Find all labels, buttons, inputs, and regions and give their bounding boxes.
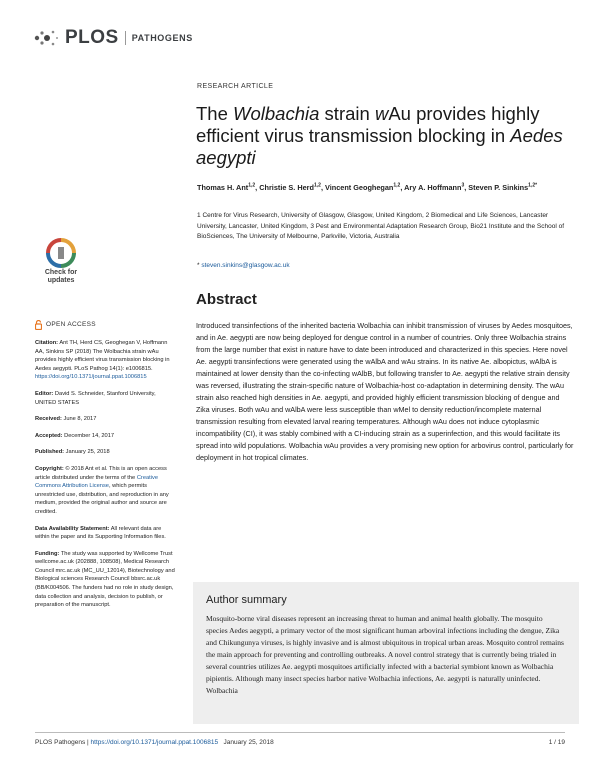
copyright-block: Copyright: © 2018 Ant et al. This is an open access article distributed under the terms of the Creative Commons Attribution License, which permits unrestricted use, distribution, and reproduction in any medium, provided the original author and source are credited. — [35, 465, 169, 515]
author-summary-box — [193, 582, 579, 724]
footer-doi-link[interactable]: https://doi.org/10.1371/journal.ppat.1006815 — [90, 739, 219, 746]
accepted-block: Accepted: December 14, 2017 — [35, 432, 115, 439]
check-updates-icon — [44, 238, 78, 268]
footer-divider — [35, 732, 565, 733]
open-lock-icon — [35, 320, 42, 330]
citation-block: Citation: Ant TH, Herd CS, Geoghegan V, Hoffmann AA, Sinkins SP (2018) The Wolbachia strain wAu provides highly efficient virus transmission blocking in Aedes aegypti. PLoS Pathog 14(1): e1006815. https://doi.org/10.1371/journal.ppat.1006815 — [35, 340, 170, 381]
funding-block: Funding: The study was supported by Wellcome Trust wellcome.ac.uk (202888, 108508), Medical Research Council mrc.ac.uk (MC_UU_12014), Biotechnology and Biological sciences Research Council bbsrc.ac.uk (BB/K004506. The funders had no role in study design, data collection and analysis, decision to publish, or preparation of the manuscript. — [35, 550, 175, 609]
check-updates-label: Check for updates — [44, 269, 78, 284]
abstract-text: Introduced transinfections of the inherited bacteria Wolbachia can inhibit transmission of viruses by Aedes mosquitoes, and in Ae. aegypti are now being deployed for dengue control in a number of countries. Only three Wolbachia strains from the large number that exist in nature have to date been introduced and characterized in this species. Here novel Ae. aegypti transinfections were generated using the wAlbA and wAu strains. In its native Ae. albopictus, wAlbA is maintained at lower density than the co-infecting wAlbB, but following transfer to Ae. aegypti the relative strain density was reversed, illustrating the strain-specific nature of Wolbachia-host co-adaptation in determining density. The wAu strain also reached high densities in Ae. aegypti, and provided highly efficient transmission blocking of dengue and Zika viruses. Both wAu and wAlbA were less susceptible than wMel to density reduction/incomplete maternal transmission resulting from elevated larval rearing temperatures. Although wAu does not induce cytoplasmic incompatibility (CI), it was stably combined with a CI-inducing strain as a superinfection, and this would facilitate its spread into wild populations. Wolbachia wAu provides a very promising new option for arbovirus control, particularly for deployment in hot tropical climates. — [196, 321, 574, 462]
author[interactable]: Christie S. Herd$^{1,2}$ — [259, 182, 321, 192]
author[interactable]: Vincent Geoghegan$^{1,2}$ — [325, 182, 401, 192]
editor-block: Editor: David S. Schneider, Stanford University, UNITED STATES — [35, 390, 156, 406]
plos-logo[interactable] — [33, 27, 193, 49]
author[interactable]: Steven P. Sinkins$^{1,2*}$ — [468, 182, 538, 192]
data-availability-block: Data Availability Statement: All relevant data are within the paper and its Supporting Information files. — [35, 525, 166, 541]
license-link[interactable]: Creative Commons Attribution License — [35, 474, 158, 490]
open-access-badge: OPEN ACCESS — [35, 320, 175, 330]
page-number: 1 / 19 — [548, 739, 565, 746]
article-title: The Wolbachia strain wAu provides highly efficient virus transmission blocking in Aedes aegypti — [196, 103, 563, 168]
plos-dots-icon — [33, 28, 61, 48]
author[interactable]: Thomas H. Ant$^{1,2}$ — [197, 182, 256, 192]
logo-divider — [125, 31, 126, 45]
abstract-heading: Abstract — [196, 291, 257, 308]
citation-doi-link[interactable]: https://doi.org/10.1371/journal.ppat.1006815 — [35, 374, 147, 381]
article-type: RESEARCH ARTICLE — [197, 83, 274, 90]
received-block: Received: June 8, 2017 — [35, 416, 97, 423]
author[interactable]: Ary A. Hoffmann$^3$ — [404, 182, 465, 192]
author-summary-heading: Author summary — [206, 594, 287, 606]
check-for-updates-badge[interactable] — [35, 238, 87, 293]
published-block: Published: January 25, 2018 — [35, 449, 110, 456]
journal-name: PATHOGENS — [131, 33, 193, 43]
article-sidebar — [35, 320, 175, 618]
footer-citation: PLOS Pathogens | https://doi.org/10.1371/journal.ppat.1006815 January 25, 2018 — [35, 739, 274, 746]
page-footer — [35, 739, 565, 746]
logo-text: PLOS — [65, 27, 119, 48]
author-list: Thomas H. Ant$^{1,2}$, Christie S. Herd$^{1,2}$, Vincent Geoghegan$^{1,2}$, Ary A. Hoffmann$^3$, Steven P. Sinkins$^{1,2*}$ — [197, 182, 538, 192]
corresponding-email[interactable]: * steven.sinkins@glasgow.ac.uk — [197, 262, 290, 269]
affiliations: 1 Centre for Virus Research, University of Glasgow, Glasgow, United Kingdom, 2 Biomedical and Life Sciences, Lancaster University, Lancaster, United Kingdom, 3 Pest and Environmental Adaptation Research Group, Bio21 Institute and the School of BioSciences, The University of Melbourne, Parkville, Victoria, Australia — [197, 212, 565, 240]
author-summary-text: Mosquito-borne viral diseases represent an increasing threat to human and animal health globally. The mosquito species Aedes aegypti, a primary vector of the most significant human arboviral infections including the dengue, Zika and Chikungunya viruses, is highly invasive and is almost ubiquitous in tropical urban areas. Mosquito control remains the main approach for preventing and controlling outbreaks. A novel control strategy that is currently being trialed in several countries utilizes Ae. aegypti mosquitoes artificially infected with a bacterial symbiont known as Wolbachia pipientis. Although many insect species harbor native Wolbachia infections, Ae. aegypti is naturally uninfected. Wolbachia — [206, 614, 564, 695]
